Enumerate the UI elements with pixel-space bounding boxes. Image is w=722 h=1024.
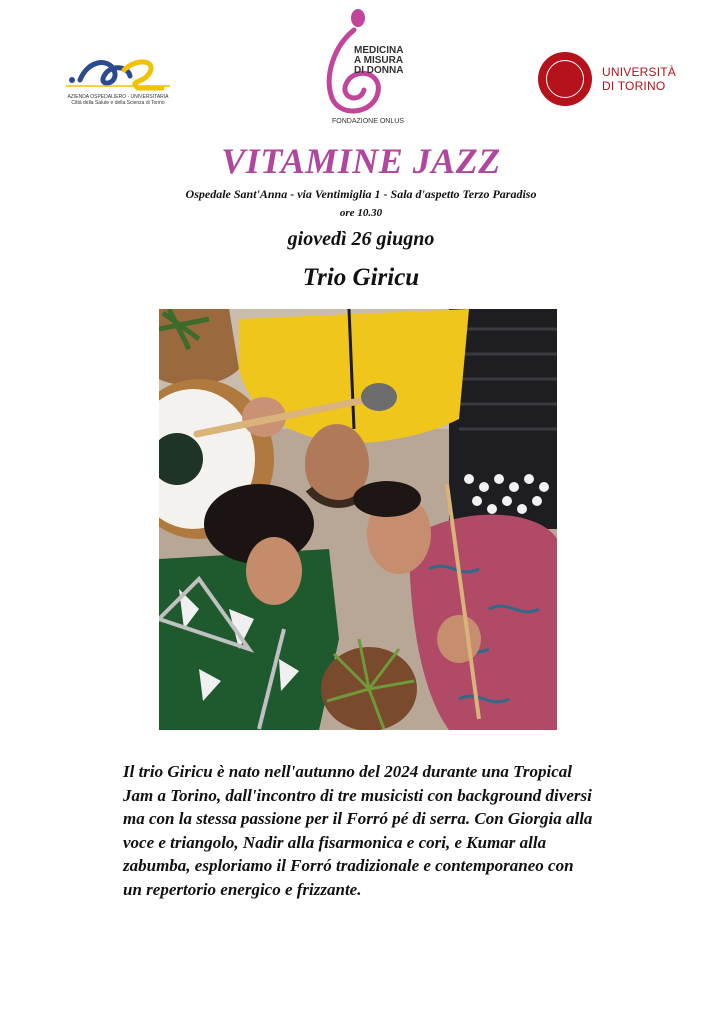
band-description: Il trio Giricu è nato nell'autunno del 2024 durante una Tropical Jam a Torino, dall'incontro di tre musicisti con background diversi ma con la stessa passione per il Forró pé di serra. Con Giorgia alla voce e triangolo, Nadir alla fisarmonica e cori, e Kumar alla zabumba, esploriamo il Forró tradizionale e contemporaneo con un repertorio energico e frizzante. [123, 762, 593, 899]
unito-name-line1: UNIVERSITÀ [602, 65, 677, 79]
brand-line-3: DI DONNA [354, 65, 404, 76]
event-title: VITAMINE JAZZ [221, 141, 501, 181]
asl-city-health-logo [58, 50, 178, 110]
medicina-misura-donna-logo [318, 6, 418, 126]
brand-line-1: MEDICINA [354, 45, 404, 56]
event-venue: Ospedale Sant'Anna - via Ventimiglia 1 - Sala d'aspetto Terzo Paradiso [185, 187, 537, 201]
asl-caption-line2: Città della Salute e della Scienza di Torino [71, 100, 165, 106]
center-logo-brand [354, 46, 414, 76]
event-time: ore 10.30 [339, 207, 383, 219]
asl-caption-line1: AZIENDA OSPEDALIERO - UNIVERSITARIA [67, 94, 169, 100]
brand-line-2: A MISURA [354, 55, 404, 66]
unito-seal-icon [538, 52, 592, 106]
unito-name-line2: DI TORINO [602, 79, 666, 93]
asl-logo-mark-icon [58, 50, 178, 94]
unito-logo [538, 50, 678, 110]
band-name: Trio Giricu [302, 264, 420, 291]
foundation-label: FONDAZIONE ONLUS [332, 118, 404, 125]
event-date: giovedì 26 giugno [287, 228, 435, 250]
band-photo [159, 309, 557, 730]
unito-name [602, 65, 682, 93]
